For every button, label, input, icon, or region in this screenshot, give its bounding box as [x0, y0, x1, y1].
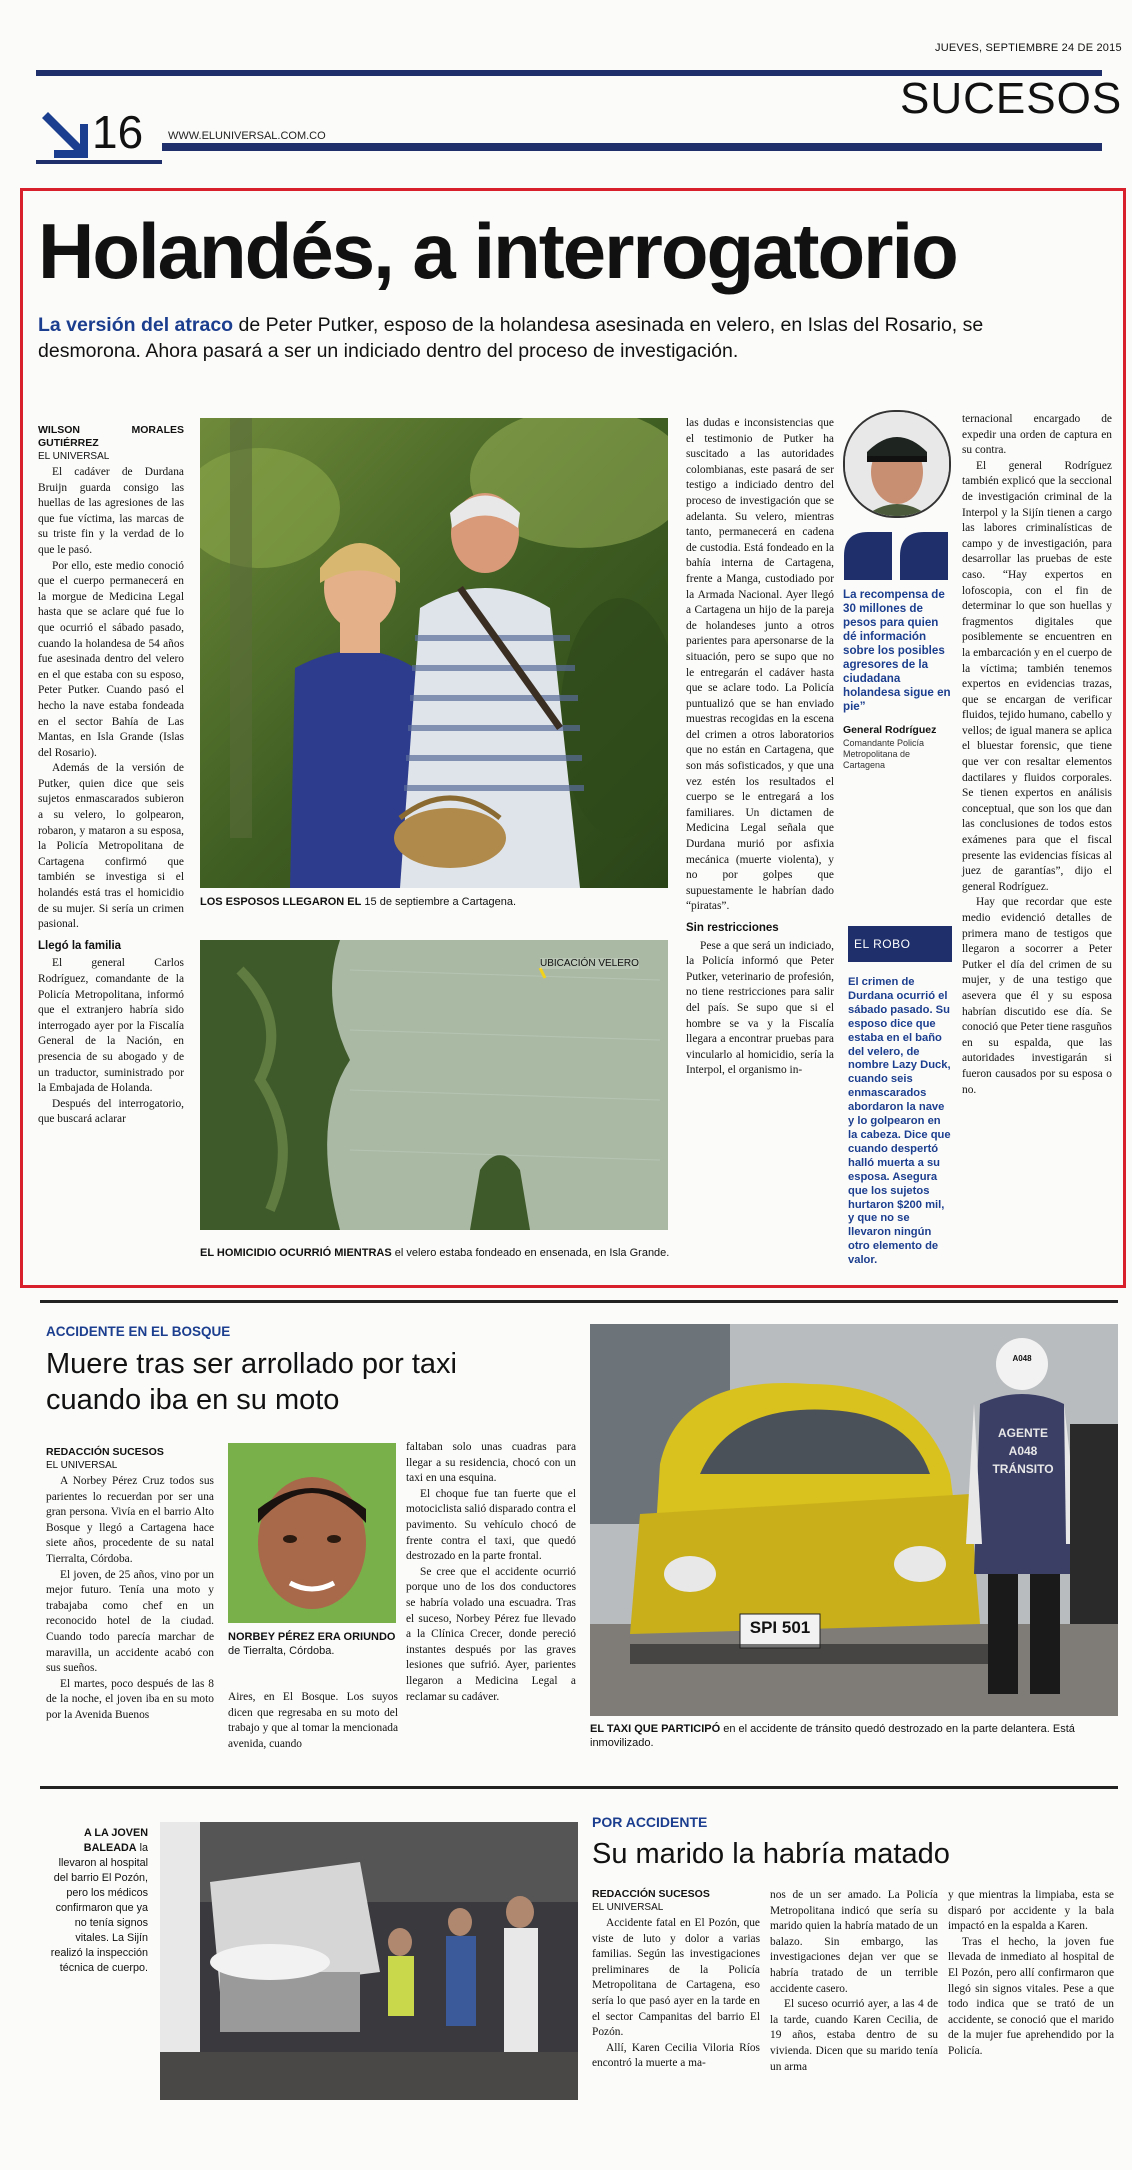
caption-text: en el accidente de tránsito quedó destrozado en la parte delantera. Está inmovilizado. [590, 1723, 1075, 1749]
story2-paragraph: El joven, de 25 años, vino por un mejor futuro. Tenía una moto y trabajaba como chef en un reconocido hotel de la ciudad. Cuando todo parecía marchar de maravilla, un accidente acabó con sus sueños. [46, 1568, 214, 1675]
officer-helmet-text: A048 [1012, 1354, 1032, 1363]
pull-quote: La recompensa de 30 millones de pesos para quien dé información sobre los posibles agresores de la ciudadana holandesa sigue en pie” [843, 588, 951, 713]
story3-kicker: POR ACCIDENTE [592, 1814, 708, 1830]
story3-paragraph: y que mientras la limpiaba, esta se disparó por accidente y la bala impactó en la espalda a Karen. [948, 1889, 1114, 1933]
taxi-photo-caption [590, 1722, 1118, 1750]
main-byline: WILSON MORALES GUTIÉRREZ [38, 424, 184, 449]
main-paragraph: Después del interrogatorio, que buscará aclarar [38, 1097, 184, 1126]
caption-lead: NORBEY PÉREZ ERA ORIUNDO [228, 1631, 396, 1643]
section-title: SUCESOS [900, 74, 1123, 123]
main-paragraph: Hay que recordar que este medio evidenció detalles de primera mano de testigos que llegaron a socorrer a Peter Putker el día del crimen de su mujer, y de una testigo que asevera que él y su esposa habrían discutido ese día. Se conoció que Peter tiene rasguños en su espalda, que las autoridades investigarán si fueron causados por su esposa o no. [962, 896, 1112, 1096]
story2-paragraph: faltaban solo unas cuadras para llegar a su residencia, chocó con un taxi en una esquina. [406, 1441, 576, 1485]
story2-paragraph: Aires, en El Bosque. Los suyos dicen que regresaba en su moto del trabajo y que al tomar la mencionada avenida, cuando [228, 1691, 398, 1750]
aerial-photo-caption [200, 1246, 670, 1260]
caption-lead: A LA JOVEN BALEADA [83, 1827, 148, 1854]
story3-col-1 [592, 1888, 760, 2072]
hospital-photo-art [160, 1822, 578, 2100]
quote-name: General Rodríguez [843, 724, 937, 736]
caption-text: la llevaron al hospital del barrio El Pozón, pero los médicos confirmaron que ya no tenía signos vitales. La Sijín realizó la inspección técnica de cuerpo. [50, 1842, 148, 1974]
aerial-photo [200, 940, 668, 1230]
section-divider [40, 1300, 1118, 1303]
main-paragraph: Además de la versión de Putker, quien dice que seis sujetos enmascarados subieron a su velero, lo golpearon, robaron, y mataron a su esposa, la Policía Metropolitana de Cartagena confirmó que también se investiga si el holandés está tras el homicidio de su mujer. Si sería un crimen pasional. [38, 762, 184, 931]
aerial-photo-art [200, 940, 668, 1230]
couple-photo-art [200, 418, 668, 888]
page-number-block [36, 106, 162, 164]
sidebar-title: EL ROBO [848, 926, 952, 962]
main-paragraph: Pese a que será un indiciado, la Policía informó que Peter Putker, veterinario de profesión, no tiene restricciones para salir del país. Se supo que si el hombre se va y la Fiscalía llegara a encontrar pruebas para vincularlo al homicidio, sería la Interpol, el organismo in- [686, 939, 834, 1077]
story2-byline: REDACCIÓN SUCESOS [46, 1446, 164, 1458]
couple-photo [200, 418, 668, 888]
main-col-1 [38, 424, 184, 1128]
caption-text: el velero estaba fondeado en ensenada, en Isla Grande. [391, 1247, 670, 1259]
general-portrait [843, 410, 951, 518]
story2-col-1 [46, 1446, 214, 1724]
hospital-photo-side-caption [46, 1826, 148, 1976]
story3-paragraph: nos de un ser amado. La Policía Metropolitana indicó que sería su marido quien la habría matado de un balazo. Sin embargo, las investigaciones dejan ver que se habría tratado de un terrible accidente casero. [770, 1889, 938, 1995]
main-paragraph: El cadáver de Durdana Bruijn guarda consigo las huellas de las agresiones de las que fue víctima, las marcas de su triste fin y la verdad de lo que le pasó. [38, 466, 184, 556]
main-paragraph: ternacional encargado de expedir una orden de captura en su contra. [962, 413, 1112, 457]
main-paragraph: El general Carlos Rodríguez, comandante de la Policía Metropolitana, informó que el extranjero habría sido interrogado ayer por la Fiscalía General de la Nación, en presencia de su abogado y de un traductor, suministrado por la Embajada de Holanda. [38, 957, 184, 1095]
story3-paragraph: El suceso ocurrió ayer, a las 4 de la tarde, cuando Karen Cecilia, de 19 años, estaba dentro de su vivienda. Dicen que su marido tenía un arma [770, 1998, 938, 2073]
main-byline-org: EL UNIVERSAL [38, 451, 110, 462]
main-deck-lead: La versión del atraco [38, 314, 234, 336]
main-col-5 [962, 412, 1112, 1098]
story2-kicker: ACCIDENTE EN EL BOSQUE [46, 1324, 231, 1339]
story3-paragraph: Tras el hecho, la joven fue llevada de inmediato al hospital de El Pozón, pero allí confirmaron que llegó sin signos vitales. Pese a que todo indica que se trató de un accidente, se conoció que el marido de la mujer fue aprehendido por la Policía. [948, 1935, 1114, 2057]
section-divider [40, 1786, 1118, 1789]
story2-col-3 [406, 1440, 576, 1705]
story2-paragraph: A Norbey Pérez Cruz todos sus parientes lo recuerdan por ser una gran persona. Vivía en el barrio Alto Bosque y llegó a Cartagena hace siete años, procedente de su natal Tierralta, Córdoba. [46, 1475, 214, 1565]
arrow-down-right-icon [40, 110, 90, 160]
caption-lead: EL TAXI QUE PARTICIPÓ [590, 1723, 721, 1735]
story3-byline: REDACCIÓN SUCESOS [592, 1888, 710, 1900]
main-subhead-family: Llegó la familia [38, 939, 122, 952]
story3-col-3 [948, 1888, 1114, 2060]
story2-paragraph: El choque fue tan fuerte que el motociclista salió disparado contra el pavimento. Su vehículo chocó de frente contra el taxi, que quedó destrozado en la parte frontal. [406, 1487, 576, 1563]
caption-lead: LOS ESPOSOS LLEGARON EL [200, 896, 362, 908]
main-deck [38, 312, 1038, 364]
main-subhead-restrictions: Sin restricciones [686, 922, 779, 934]
main-paragraph: las dudas e inconsistencias que el testimonio de Putker ha suscitado a las autoridades colombianas, este pasará de ser testigo a indiciado dentro del proceso de investigación que se adelanta. Su velero, mientras tanto, permanecerá en cadena de custodia. Está fondeado en la bahía interna de Cartagena, frente a Manga, custodiado por la Armada Nacional. Ayer llegó a Cartagena un hijo de la pareja de holandeses junto a otros parientes para apersonarse de la situación, pero se supo que no le entregarán el cadáver hasta que se aclare todo. La Policía puntualizó que se han enviado muestras recogidas en la escena del crimen a otros laboratorios que no están en Cartagena, que son más sofisticados, y que una vez estén los resultados el cuerpo se le entregará a los familiares. Un dictamen de Medicina Legal señala que Durdana murió por asfixia mecánica (muerte violenta), y no por golpes que supuestamente le habrían dado “piratas”. [686, 417, 834, 913]
website-url[interactable]: WWW.ELUNIVERSAL.COM.CO [168, 130, 326, 142]
general-portrait-art [845, 412, 949, 516]
taxi-photo-art [590, 1324, 1118, 1716]
story3-col-2 [770, 1888, 938, 2075]
issue-date: JUEVES, SEPTIEMBRE 24 DE 2015 [935, 42, 1122, 54]
page-number: 16 [92, 106, 144, 158]
quote-title: Comandante Policía Metropolitana de Cartagena [843, 738, 925, 770]
hospital-photo [160, 1822, 578, 2100]
story2-paragraph: El martes, poco después de las 8 de la noche, el joven iba en su moto por la Avenida Buenos [46, 1677, 214, 1721]
taxi-photo [590, 1324, 1118, 1716]
caption-text: de Tierralta, Córdoba. [228, 1645, 335, 1657]
story3-paragraph: Accidente fatal en El Pozón, que viste de luto y dolor a varias familias. Según las investigaciones preliminares de la Policía Metropolitana de Cartagena, eso sería lo que pasó ayer en la tarde en el sector Campanitas del barrio El Pozón. [592, 1917, 760, 2039]
victim-portrait-caption [228, 1630, 398, 1658]
quote-marks-icon [842, 530, 952, 582]
officer-vest-text: AGENTE A048 TRÁNSITO [992, 1426, 1054, 1476]
story3-byline-org: EL UNIVERSAL [592, 1902, 664, 1913]
main-headline: Holandés, a interrogatorio [38, 207, 957, 295]
main-paragraph: Por ello, este medio conoció que el cuerpo permanecerá en la morgue de Medicina Legal hasta que se aclare qué fue lo que ocurrió el sábado pasado, cuando la holandesa de 54 años fue asesinada dentro del velero en el que estaba con su esposo, Peter Putker. Cuando pasó el hecho la nave estaba fondeada en el sector Bahía de Las Mantas, en Isla Grande (Islas del Rosario). [38, 559, 184, 759]
main-col-3 [686, 416, 834, 1079]
story2-col-2 [228, 1690, 398, 1752]
main-paragraph: El general Rodríguez también explicó que la seccional de investigación criminal de la Interpol y la Sijín tienen a cargo las labores criminalísticas de campo y de investigación, para desarrollar las pruebas de este caso. “Hay expertos en lofoscopia, con el fin de determinar lo que son huellas y fragmentos digitales que posiblemente se encuentren en la embarcación y en el cuerpo de la víctima; también tenemos expertos en evidencias trazas, que se encargan de verificar fluidos, tejido humano, cabello y vellos; de igual manera se aplica el bluestar forensic, que tiene que ver con resaltar elementos dactilares y fluidos corporales. Se tienen expertos en análisis conceptual, que son los que dan las conclusiones de todos estos exámenes para que el fiscal presente las evidencias físicas al juez de garantías”, dijo el general Rodríguez. [962, 459, 1112, 893]
victim-portrait [228, 1443, 396, 1623]
boat-location-label: UBICACIÓN VELERO [540, 958, 639, 969]
main-deck-text: de Peter Putker, esposo de la holandesa asesinada en velero, en Islas del Rosario, se desmorona. Ahora pasará a ser un indiciado dentro del proceso de investigación. [38, 314, 984, 362]
couple-photo-caption [200, 895, 670, 909]
sidebar-text: El crimen de Durdana ocurrió el sábado pasado. Su esposo dice que estaba en el baño del velero, de nombre Lazy Duck, cuando seis enmascarados abordaron la nave y lo golpearon en la cabeza. Dice que cuando despertó halló muerta a su esposa. Asegura que los sujetos hurtaron $200 mil, y que no se llevaron ningún otro elemento de valor. [848, 976, 951, 1267]
story2-paragraph: Se cree que el accidente ocurrió porque uno de los dos conductores se habría volado una escuadra. Tras el suceso, Norbey Pérez fue llevado a la Clínica Crecer, donde pereció instantes después por las graves lesiones que sufrió. Ayer, parientes llegaron a Medicina Legal a reclamar su cadáver. [406, 1565, 576, 1703]
taxi-plate: SPI 501 [749, 1618, 811, 1637]
story2-byline-org: EL UNIVERSAL [46, 1460, 118, 1471]
caption-text: 15 de septiembre a Cartagena. [361, 896, 517, 908]
story3-headline: Su marido la habría matado [592, 1838, 950, 1870]
story3-paragraph: Allí, Karen Cecilia Viloria Ríos encontró la muerte a ma- [592, 2041, 760, 2070]
victim-portrait-art [228, 1443, 396, 1623]
story2-headline: Muere tras ser arrollado por taxi cuando iba en su moto [46, 1348, 457, 1416]
header-bottom-rule [162, 143, 1102, 151]
caption-lead: EL HOMICIDIO OCURRIÓ MIENTRAS [200, 1247, 392, 1259]
